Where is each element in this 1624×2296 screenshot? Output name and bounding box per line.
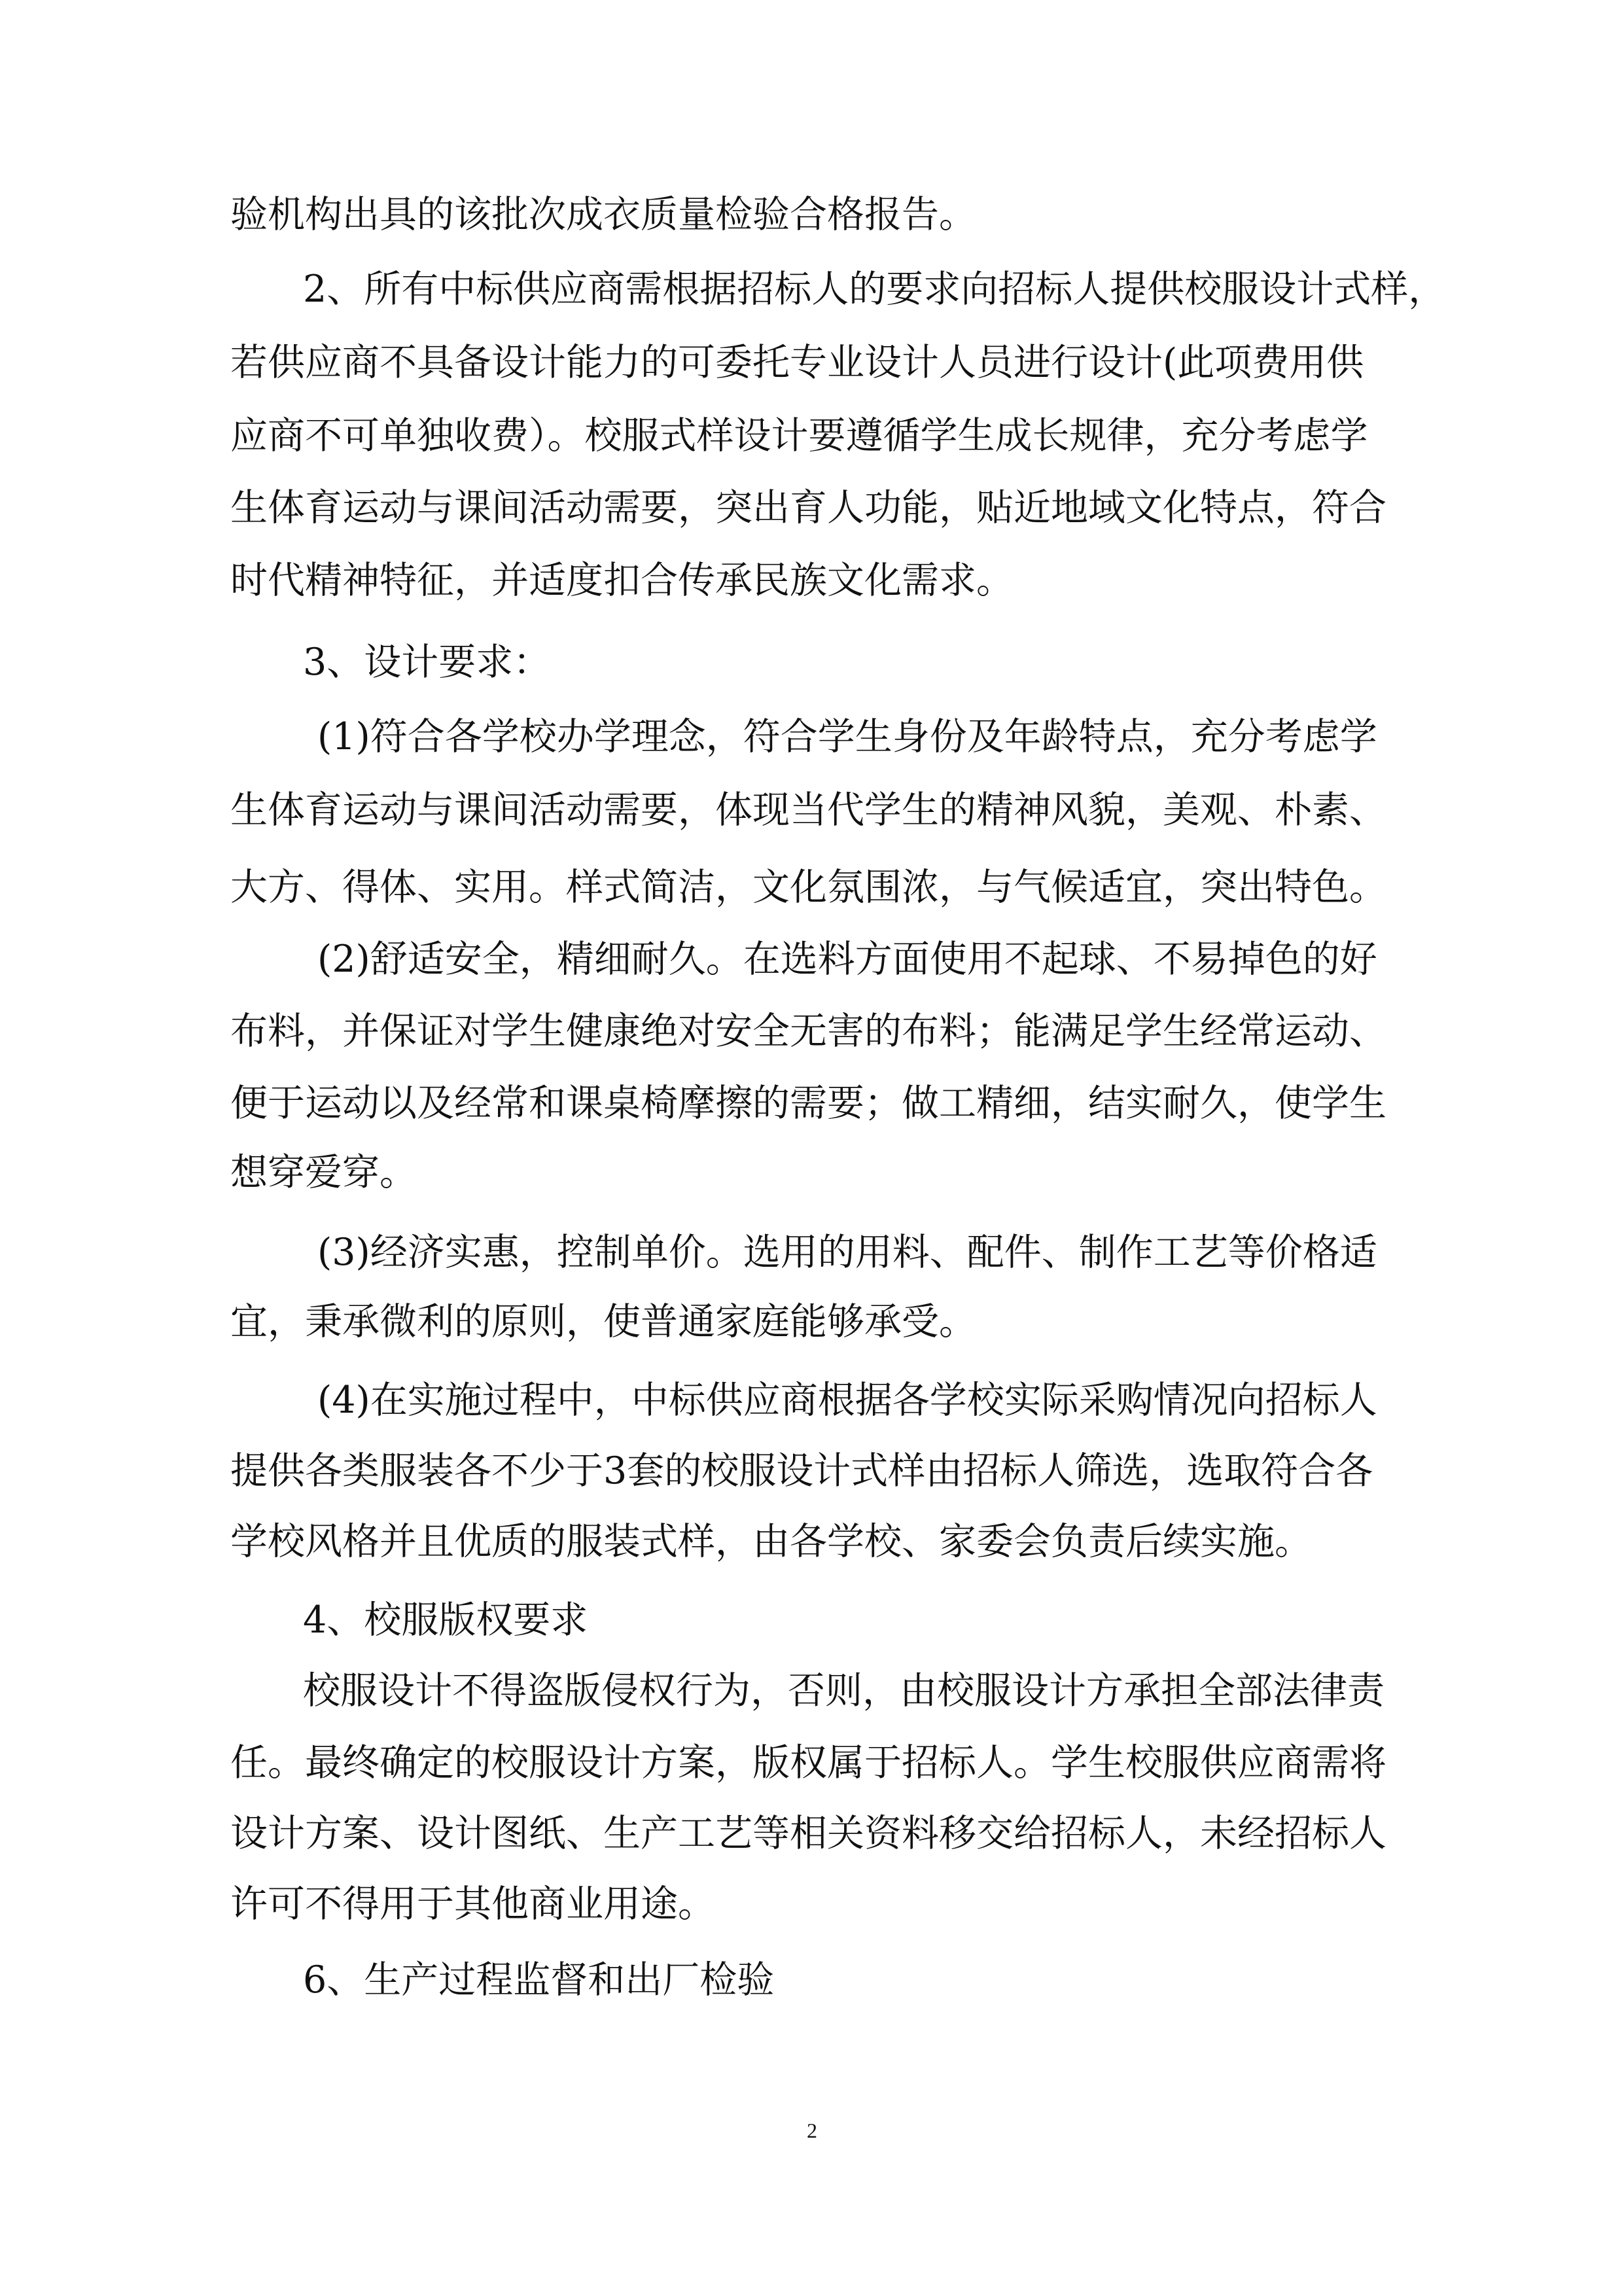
page-number: 2 [807,2119,817,2142]
text-line: 4、校服版权要求 [303,1598,588,1642]
text-line: 设计方案、设计图纸、生产工艺等相关资料移交给招标人，未经招标人 [230,1812,1386,1855]
text-line: (3)经济实惠，控制单价。选用的用料、配件、制作工艺等价格适 [317,1231,1377,1274]
text-line: 时代精神特征，并适度扣合传承民族文化需求。 [230,559,1014,602]
text-line: 学校风格并且优质的服装式样，由各学校、家委会负责后续实施。 [230,1520,1312,1563]
text-line: 任。最终确定的校服设计方案，版权属于招标人。学生校服供应商需将 [230,1741,1386,1784]
text-line: (2)舒适安全，精细耐久。在选料方面使用不起球、不易掉色的好 [317,938,1377,981]
text-line: (4)在实施过程中，中标供应商根据各学校实际采购情况向招标人 [317,1379,1377,1422]
text-line: 宜，秉承微利的原则，使普通家庭能够承受。 [230,1300,976,1343]
text-line: (1)符合各学校办学理念，符合学生身份及年龄特点，充分考虑学 [317,715,1377,758]
text-line: 便于运动以及经常和课桌椅摩擦的需要；做工精细，结实耐久，使学生 [230,1082,1386,1125]
text-line: 若供应商不具备设计能力的可委托专业设计人员进行设计(此项费用供 [230,341,1364,384]
text-line: 6、生产过程监督和出厂检验 [303,1958,775,2002]
text-line: 大方、得体、实用。样式简洁，文化氛围浓，与气候适宜，突出特色。 [230,866,1386,909]
text-line: 提供各类服装各不少于3套的校服设计式样由招标人筛选，选取符合各 [230,1449,1373,1492]
text-line: 生体育运动与课间活动需要，突出育人功能，贴近地域文化特点，符合 [230,486,1386,529]
text-line: 验机构出具的该批次成衣质量检验合格报告。 [230,193,976,236]
text-line: 许可不得用于其他商业用途。 [230,1882,715,1926]
text-line: 校服设计不得盗版侵权行为，否则，由校服设计方承担全部法律责 [303,1669,1385,1712]
text-line: 2、所有中标供应商需根据招标人的要求向招标人提供校服设计式样， [303,268,1446,311]
text-line: 应商不可单独收费）。校服式样设计要遵循学生成长规律，充分考虑学 [230,414,1368,457]
text-line: 布料，并保证对学生健康绝对安全无害的布料；能满足学生经常运动、 [230,1010,1386,1053]
text-line: 想穿爱穿。 [230,1151,417,1194]
text-line: 生体育运动与课间活动需要，体现当代学生的精神风貌，美观、朴素、 [230,788,1386,832]
text-line: 3、设计要求： [303,641,551,684]
